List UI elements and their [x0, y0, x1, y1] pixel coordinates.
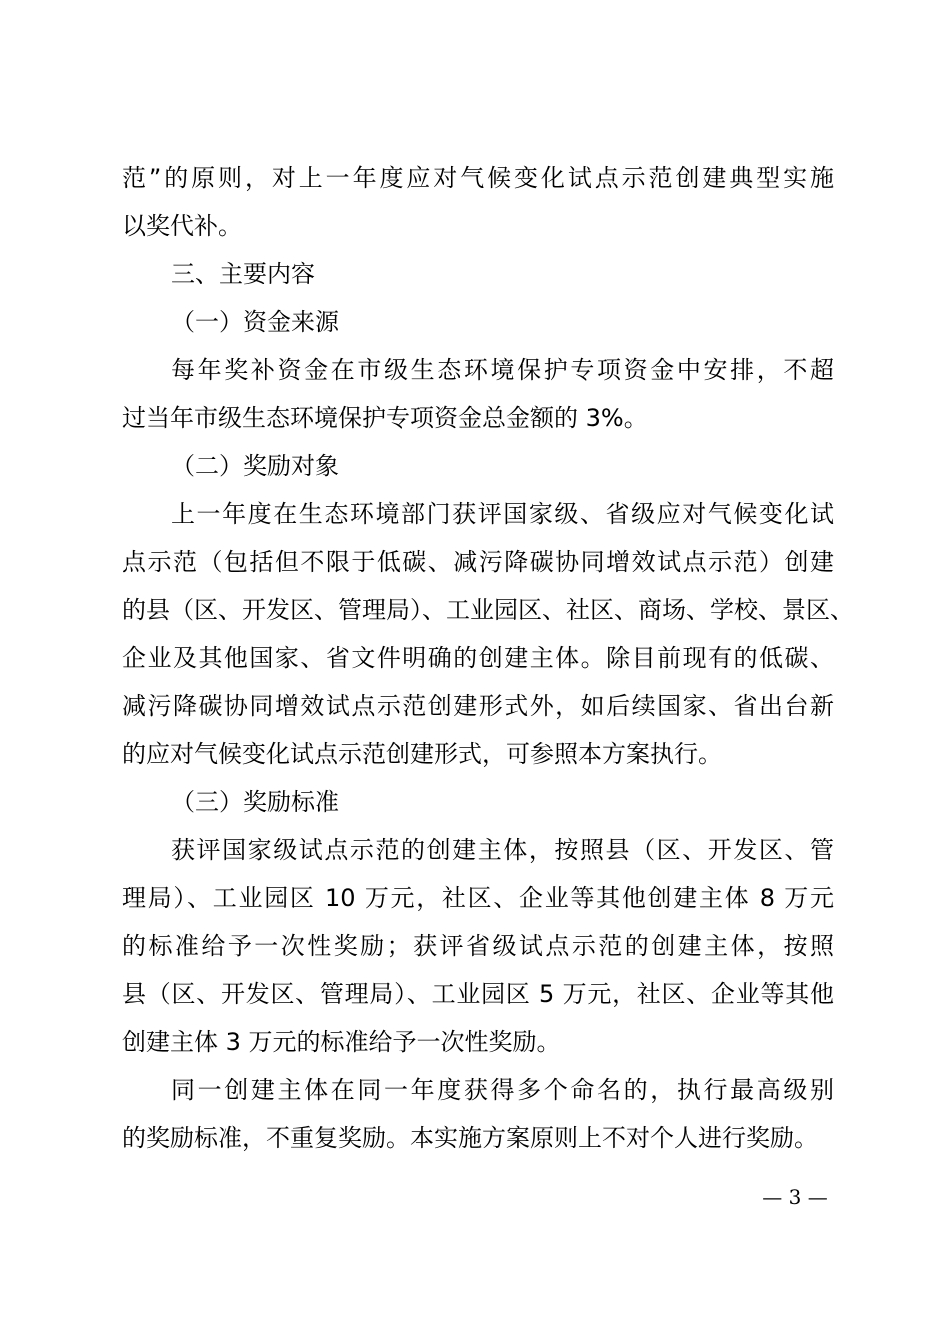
paragraph-line: 的县（区、开发区、管理局）、工业园区、社区、商场、学校、景区、 [122, 596, 854, 624]
paragraph-line: 的奖励标准，不重复奖励。本实施方案原则上不对个人进行奖励。 [122, 1124, 818, 1152]
subsection-heading: （一）资金来源 [171, 308, 339, 336]
document-body [122, 154, 854, 1162]
section-heading: 三、主要内容 [171, 260, 315, 288]
paragraph-line: 同一创建主体在同一年度获得多个命名的，执行最高级别 [171, 1076, 834, 1104]
page-number: — 3 — [762, 1185, 828, 1209]
paragraph-line: 上一年度在生态环境部门获评国家级、省级应对气候变化试 [171, 500, 834, 528]
paragraph-line: 以奖代补。 [122, 212, 242, 240]
paragraph-line: 创建主体 3 万元的标准给予一次性奖励。 [122, 1028, 561, 1056]
paragraph-line: 的应对气候变化试点示范创建形式，可参照本方案执行。 [122, 740, 722, 768]
paragraph-line: 点示范（包括但不限于低碳、减污降碳协同增效试点示范）创建 [122, 548, 834, 576]
subsection-heading: （二）奖励对象 [171, 452, 339, 480]
paragraph-line: 过当年市级生态环境保护专项资金总金额的 3%。 [122, 404, 648, 432]
paragraph-line: 县（区、开发区、管理局）、工业园区 5 万元，社区、企业等其他 [122, 980, 834, 1008]
subsection-heading: （三）奖励标准 [171, 788, 339, 816]
paragraph-line: 企业及其他国家、省文件明确的创建主体。除目前现有的低碳、 [122, 644, 834, 672]
paragraph-line: 获评国家级试点示范的创建主体，按照县（区、开发区、管 [171, 836, 834, 864]
paragraph-line: 理局）、工业园区 10 万元，社区、企业等其他创建主体 8 万元 [122, 884, 834, 912]
paragraph-line: 范”的原则，对上一年度应对气候变化试点示范创建典型实施 [122, 164, 834, 192]
paragraph-line: 每年奖补资金在市级生态环境保护专项资金中安排，不超 [171, 356, 834, 384]
paragraph-line: 的标准给予一次性奖励；获评省级试点示范的创建主体，按照 [122, 932, 834, 960]
paragraph-line: 减污降碳协同增效试点示范创建形式外，如后续国家、省出台新 [122, 692, 834, 720]
